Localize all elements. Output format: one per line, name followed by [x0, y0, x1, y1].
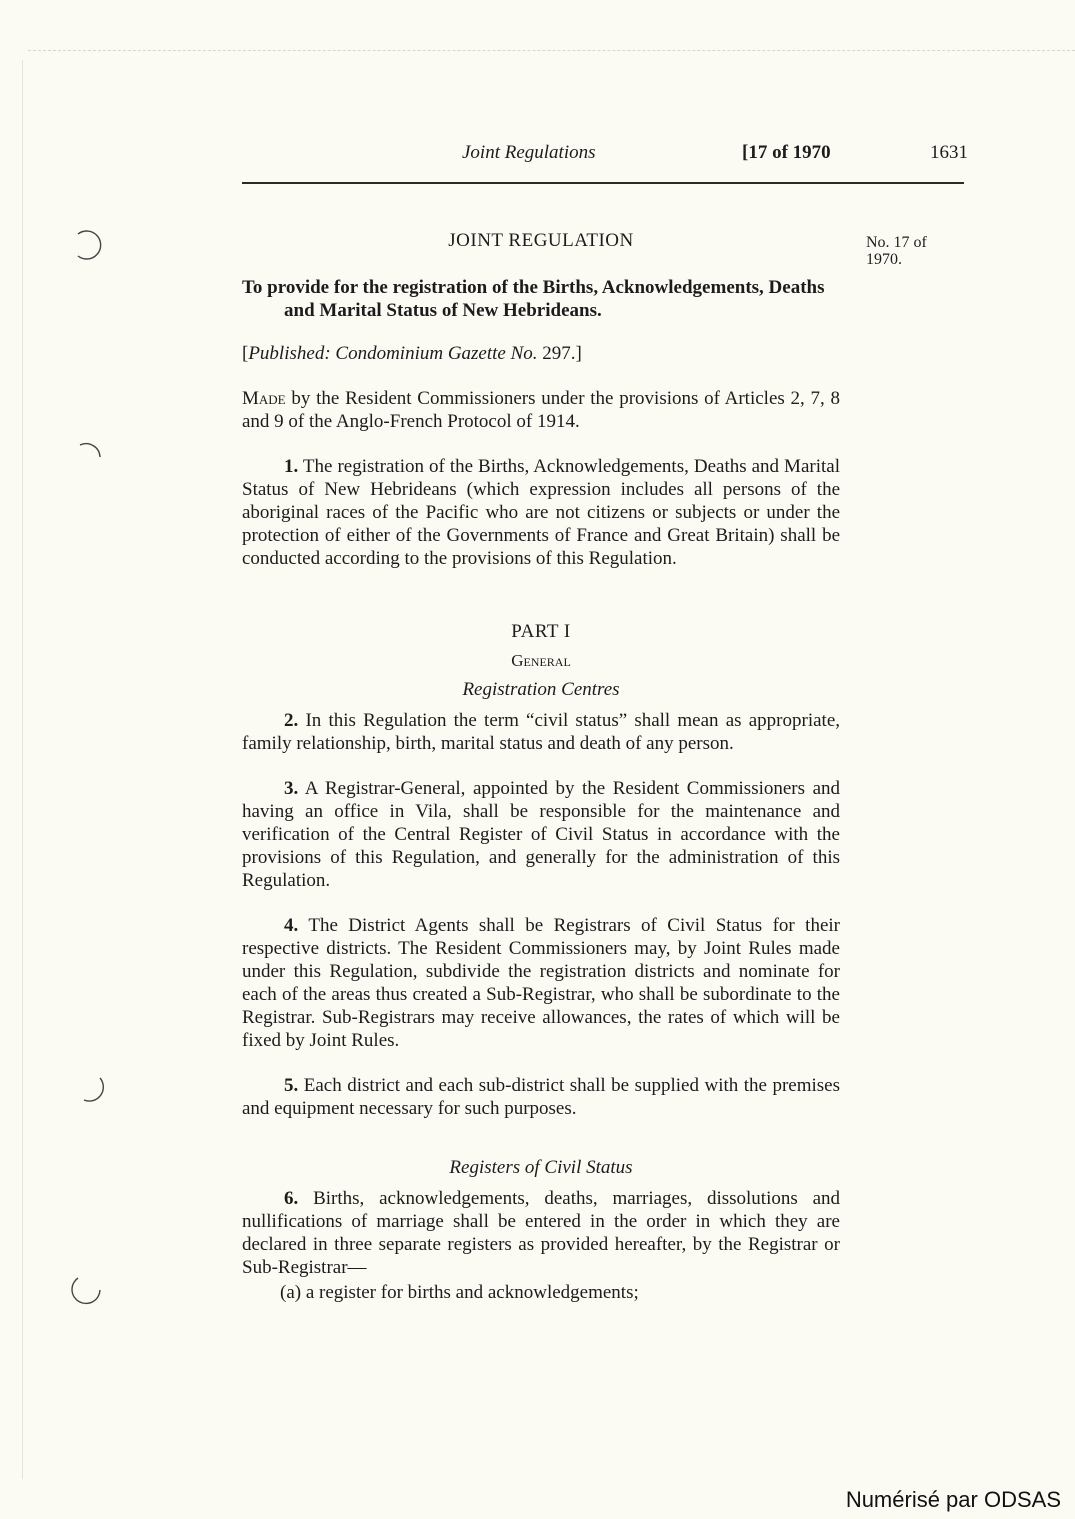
section-text: Each district and each sub-district shall be supplied with the premises and equipment necessary for such purposes.	[242, 1075, 841, 1119]
registers-heading: Registers of Civil Status	[449, 1157, 633, 1178]
made-word: Made	[242, 388, 286, 409]
margin-note-line2: 1970.	[866, 251, 902, 268]
document-heading: JOINT REGULATION	[448, 230, 634, 251]
header-title: Joint Regulations	[462, 142, 596, 163]
section-5	[242, 1074, 840, 1120]
punch-hole-icon	[70, 435, 106, 471]
page-edge-left	[22, 60, 23, 1479]
section-1	[242, 455, 840, 570]
margin-note-line1: No. 17 of	[866, 234, 927, 251]
section-number: 6.	[284, 1188, 299, 1209]
section-2	[242, 709, 840, 755]
registration-centres-heading: Registration Centres	[462, 679, 620, 700]
punch-hole-icon	[70, 1272, 106, 1308]
part-heading: PART I	[511, 621, 571, 642]
section-text: The District Agents shall be Registrars of Civil Status for their respective districts. The Resident Commissioners may, by Joint Rules made under this Regulation, subdivide the registration districts and nominate for each of the areas thus created a Sub-Registrar, who shall be subordinate to the Registrar. Sub-Registrars may receive allowances, the rates of which will be fixed by Joint Rules.	[242, 915, 840, 1051]
section-text: Births, acknowledgements, deaths, marriages, dissolutions and nullifications of marriage shall be entered in the order in which they are declared in three separate registers as provided hereafter, by the Registrar or Sub-Registrar—	[242, 1188, 841, 1278]
long-title: To provide for the registration of the Births, Acknowledgements, Deaths and Marital Status of New Hebrideans.	[242, 277, 825, 321]
section-number: 4.	[284, 915, 299, 936]
enacting-clause	[242, 387, 840, 433]
section-number: 5.	[284, 1075, 299, 1096]
made-text: by the Resident Commissioners under the provisions of Articles 2, 7, 8 and 9 of the Anglo-French Protocol of 1914.	[242, 388, 840, 432]
section-3	[242, 777, 840, 892]
published-source: Published: Condominium Gazette No.	[248, 343, 538, 364]
section-number: 3.	[284, 778, 299, 799]
running-header	[242, 142, 970, 168]
section-6	[242, 1187, 840, 1279]
section-number: 1.	[284, 456, 299, 477]
published-number: 297.]	[542, 343, 582, 364]
page-number: 1631	[930, 142, 968, 163]
list-item-a: (a) a register for births and acknowledgements;	[280, 1282, 639, 1303]
section-number: 2.	[284, 710, 299, 731]
page-edge-top	[28, 50, 1075, 51]
punch-hole-icon	[70, 226, 106, 262]
header-rule	[242, 182, 964, 184]
published-note: [Published: Condominium Gazette No. 297.]	[242, 343, 582, 364]
punch-hole-icon	[70, 1070, 106, 1106]
scan-credit: Numérisé par ODSAS	[845, 1487, 1061, 1512]
section-text: The registration of the Births, Acknowledgements, Deaths and Marital Status of New Hebrideans (which expression includes all persons of the aboriginal races of the Pacific who are not citizens or subjects or under the protection of either of the Governments of France and Great Britain) shall be conducted according to the provisions of this Regulation.	[242, 456, 840, 569]
section-text: In this Regulation the term “civil status” shall mean as appropriate, family relationship, birth, marital status and death of any person.	[242, 710, 841, 754]
section-4	[242, 914, 840, 1052]
part-subheading: General	[511, 651, 571, 670]
margin-note	[866, 234, 966, 268]
header-reference: [17 of 1970	[742, 142, 831, 163]
document-body	[242, 229, 840, 1304]
section-text: A Registrar-General, appointed by the Resident Commissioners and having an office in Vila, shall be responsible for the maintenance and verification of the Central Register of Civil Status in accordance with the provisions of this Regulation, and generally for the administration of this Regulation.	[242, 778, 840, 891]
